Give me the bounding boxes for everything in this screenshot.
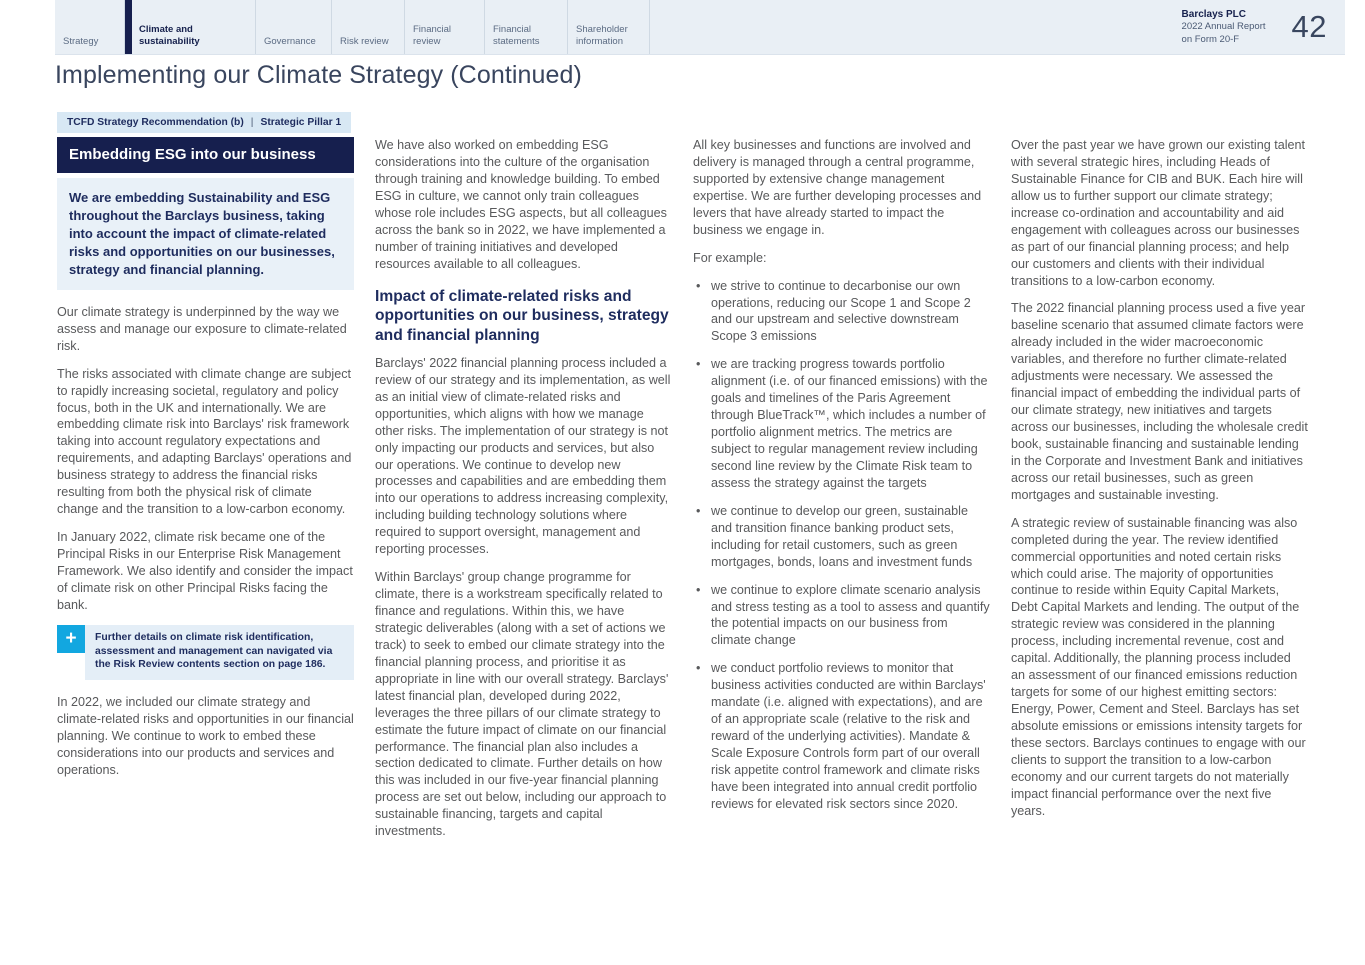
tcfd-tag-label: TCFD Strategy Recommendation (b) (67, 117, 244, 128)
paragraph: Our climate strategy is underpinned by the way we assess and manage our exposure to climate-related risk. (57, 304, 347, 353)
paragraph: The 2022 financial planning process used a five year baseline scenario that assumed climate factors were already included in the wider macroeconomic variables, and therefore no further climate-related adjustments were necessary. We assessed the financial impact of embedding the individual parts of our climate strategy, new initiatives and targets across our businesses, including the wholesale credit book, sustainable financing and sustainable lending in the Corporate and Investment Bank and initiatives across our retail businesses, such as green mortgages and sustainable investing. (1011, 301, 1308, 502)
bullet-item: • we conduct portfolio reviews to monitor that business activities conducted are within Barclays' mandate (i.e. aligned with expectations), and are of an appropriate scale (relative to the risk and reward of the underlying activities). Mandate & Scale Exposure Controls form part of our overall risk appetite control framework and climate risks have been integrated into annual credit portfolio reviews for elevated risk sectors since 2020. (693, 660, 990, 812)
paragraph: Within Barclays' group change programme for climate, there is a workstream specifically related to finance and regulations. Within this, we have strategic deliverables (along with a set of actions we track) to seek to embed our climate strategy into the financial planning process, and prioritise it as appropriate in line with our overall strategy. Barclays' latest financial plan, developed during 2022, leverages the three pillars of our climate strategy to estimate the future impact of climate on our financial performance. The financial plan also includes a section dedicated to climate. Further details on how this was included in our five-year financial planning process are set out below, including our approach to sustainable financing, targets and capital investments. (375, 570, 669, 839)
tab-climate-and-sustainability[interactable] (125, 0, 256, 54)
bullet-glyph: • (696, 582, 701, 597)
tab-label: Financial review (413, 24, 452, 47)
strategic-pillar-label: Strategic Pillar 1 (260, 117, 342, 128)
column-4 (1011, 137, 1308, 851)
tag-row (57, 112, 351, 133)
paragraph: A strategic review of sustainable financing was also completed during the year. The review identified commercial opportunities and noted certain risks which could arise. The majority of opportunities continue to reside within Equity Capital Markets, Debt Capital Markets and lending. The output of the strategic review was considered in the planning process, including incremental revenue, cost and capital. Additionally, the planning process included an assessment of our financed emissions reduction targets for some of our highest emitting sectors: Energy, Power, Cement and Steel. Barclays has set absolute emissions or emissions intensity targets for these sectors. Barclays continues to engage with our clients to support the transition to a low-carbon economy and our current targets do not materially impact financial performance over the next five years. (1011, 515, 1306, 818)
cross-reference-text: Further details on climate risk identification, assessment and management can navigated via the Risk Review contents section on page 186. (85, 625, 354, 680)
bullet-glyph: • (696, 357, 701, 372)
cross-reference-callout[interactable] (57, 625, 354, 680)
intro-highlight: We are embedding Sustainability and ESG throughout the Barclays business, taking into account the impact of climate-related risks and opportunities on our businesses, strategy and financial planning. (57, 178, 354, 290)
paragraph: We have also worked on embedding ESG considerations into the culture of the organisation through training and knowledge building. To embed ESG in culture, we cannot only train colleagues whose role includes ESG aspects, but all colleagues across the bank so in 2022, we have implemented a number of training initiatives and developed resources available to all colleagues. (375, 138, 667, 271)
tab-label: Strategy (63, 35, 99, 47)
page-title: Implementing our Climate Strategy (Continued) (55, 61, 582, 89)
bullet-glyph: • (696, 661, 701, 676)
bullet-glyph: • (696, 503, 701, 518)
section-banner: Embedding ESG into our business (57, 137, 354, 173)
example-bullet-list (693, 278, 990, 813)
column-3 (693, 137, 990, 851)
tab-financial-review[interactable] (405, 0, 485, 54)
tab-risk-review[interactable] (332, 0, 405, 54)
plus-icon: + (57, 625, 85, 653)
tab-label: Governance (264, 35, 316, 47)
paragraph: In January 2022, climate risk became one of the Principal Risks in our Enterprise Risk Management Framework. We also identify and consider the impact of climate risk on other Principal Risks facing the bank. (57, 530, 353, 612)
article-columns (57, 137, 1308, 851)
paragraph: Barclays' 2022 financial planning process included a review of our strategy and its implementation, as well as an initial view of climate-related risks and opportunities, which aligns with how we manage other risks. The implementation of our strategy is not only impacting our products and services, but also our operations. We continue to develop new processes and capabilities and are embedding them into our operations to address increasing complexity, including building technology solutions where required to support oversight, management and reporting processes. (375, 355, 671, 557)
report-identity (1182, 0, 1345, 54)
paragraph: All key businesses and functions are involved and delivery is managed through a central programme, supported by extensive change management expertise. We are further developing processes and levers that have already started to impact the business we engage in. (693, 138, 982, 237)
brand-name: Barclays PLC (1181, 9, 1247, 21)
page-number: 42 (1291, 9, 1327, 44)
column-1 (57, 137, 354, 851)
bullet-item: • we strive to continue to decarbonise our own operations, reducing our Scope 1 and Scope 2 and our upstream and selective downstream Scope 3 emissions (693, 278, 990, 346)
tab-governance[interactable] (256, 0, 332, 54)
example-lead: For example: (693, 250, 767, 265)
report-subtitle-line1: 2022 Annual Report (1181, 21, 1266, 33)
bullet-item: • we continue to explore climate scenario analysis and stress testing as a tool to assess and quantify the potential impacts on our business from climate change (693, 582, 990, 650)
paragraph: Over the past year we have grown our existing talent with several strategic hires, including Heads of Sustainable Finance for CIB and BUK. Each hire will allow us to further support our climate strategy; increase co-ordination and accountability and aid engagement with colleagues across our businesses as part of our financial planning process; and help our customers and clients with their individual transitions to a low-carbon economy. (1011, 138, 1306, 288)
tab-label: Risk review (340, 35, 389, 47)
tab-label: Climate and sustainability (139, 24, 200, 47)
bullet-item: • we continue to develop our green, sustainable and transition finance banking product sets, including for retail customers, such as green mortgages, bonds, loans and investment funds (693, 503, 990, 571)
report-subtitle-line2: on Form 20-F (1181, 33, 1240, 45)
active-tab-indicator (125, 0, 132, 54)
tab-shareholder-information[interactable] (568, 0, 650, 54)
paragraph: In 2022, we included our climate strategy and climate-related risks and opportunities in our financial planning. We continue to work to embed these considerations into our products and services and operations. (57, 695, 354, 777)
tcfd-strategy-tag (57, 112, 351, 133)
bullet-glyph: • (696, 278, 701, 293)
tab-label: Financial statements (493, 24, 540, 47)
top-navigation (55, 0, 1345, 55)
paragraph: The risks associated with climate change are subject to rapidly increasing societal, regulatory and policy focus, both in the UK and internationally. We are embedding climate risk into Barclays' risk framework taking into account regulatory expectations and requirements, and adapting Barclays' operations and business strategy to address the financial risks resulting from both the physical risk of climate change and the transition to a low-carbon economy. (57, 366, 352, 517)
tab-strategy[interactable] (55, 0, 125, 54)
subsection-heading: Impact of climate-related risks and opportunities on our business, strategy and financial planning (375, 287, 669, 345)
tag-divider: | (250, 117, 254, 128)
section-tabs (55, 0, 650, 54)
tab-financial-statements[interactable] (485, 0, 568, 54)
tab-label: Shareholder information (576, 24, 628, 47)
bullet-item: • we are tracking progress towards portfolio alignment (i.e. of our financed emissions) with the goals and timelines of the Paris Agreement through BlueTrack™, which includes a number of portfolio alignment metrics. The metrics are subject to regular management review including second line review by the Climate Risk team to assess the strategy against the targets (693, 356, 990, 492)
column-2 (375, 137, 672, 851)
